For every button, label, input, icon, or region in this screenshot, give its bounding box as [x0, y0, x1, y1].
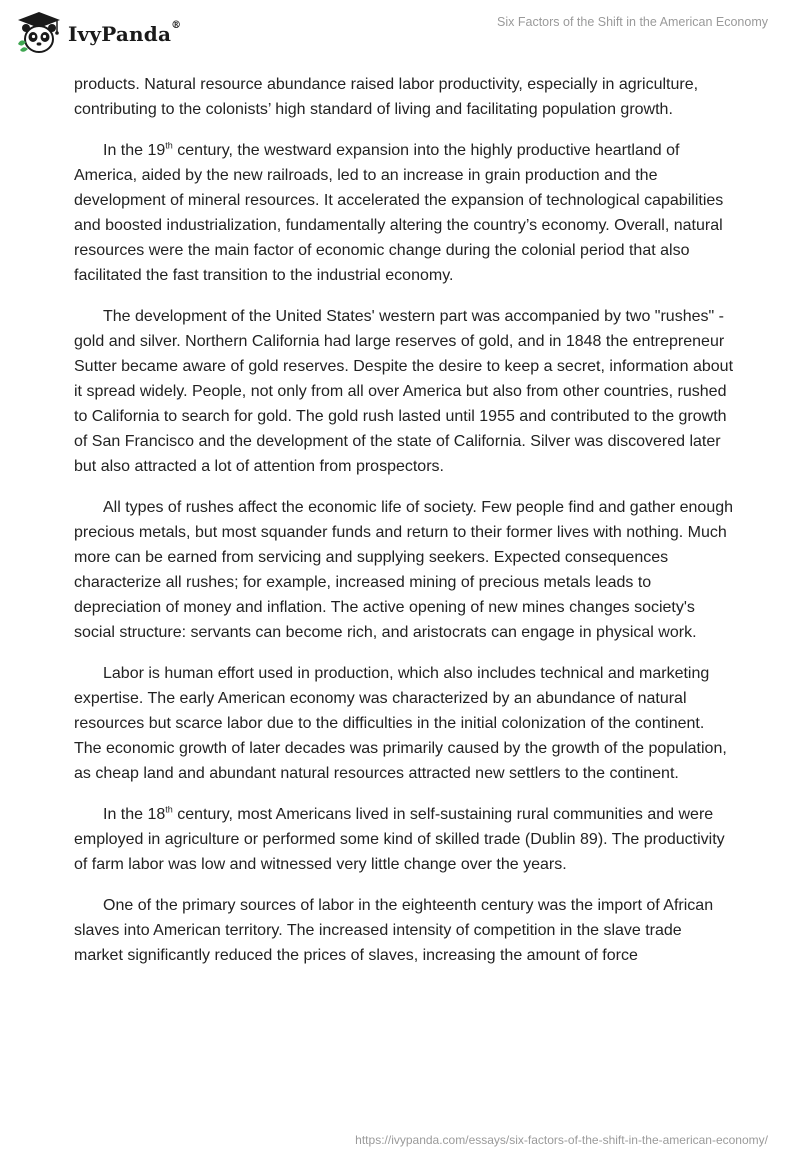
brand-name [68, 22, 181, 46]
paragraph: All types of rushes affect the economic life of society. Few people find and gather enough precious metals, but most squander funds and return to their former lives with nothing. Much more can be earned from servicing and supplying seekers. Expected consequences characterize all rushes; for example, increased mining of precious metals leads to depreciation of money and inflation. The active opening of new mines changes society's social structure: servants can become rich, and aristocrats can engage in physical work. [74, 499, 734, 641]
paragraph: One of the primary sources of labor in the eighteenth century was the import of African slaves into American territory. The increased intensity of competition in the slave trade market significantly reduced the prices of slaves, increasing the amount of force [74, 897, 714, 964]
paragraph-text: In the 19 [103, 142, 166, 159]
source-url-link[interactable]: https://ivypanda.com/essays/six-factors-of-the-shift-in-the-american-economy/ [355, 1133, 768, 1147]
paragraph [74, 802, 734, 877]
paragraph-text: century, most Americans lived in self-sustaining rural communities and were employed in agriculture or performed some kind of skilled trade (Dublin 89). The productivity of farm labor was low and witnessed very little change over the years. [74, 806, 725, 873]
brand-label: IvyPanda [68, 22, 172, 46]
page-header [0, 0, 800, 64]
paragraph-text: century, the westward expansion into the highly productive heartland of America, aided by the new railroads, led to an increase in grain production and the development of mineral resources. It accelerated the expansion of technological capabilities and boosted industrialization, fundamentally altering the country’s economy. Overall, natural resources were the main factor of economic change during the colonial period that also facilitated the fast transition to the industrial economy. [74, 142, 724, 284]
essay-body [74, 72, 734, 984]
document-title: Six Factors of the Shift in the American Economy [497, 15, 768, 29]
ordinal-superscript: th [165, 804, 173, 815]
paragraph: products. Natural resource abundance raised labor productivity, especially in agriculture, contributing to the colonists’ high standard of living and facilitating population growth. [74, 76, 699, 118]
ivypanda-logo[interactable] [14, 10, 181, 58]
ordinal-superscript: th [165, 140, 173, 151]
panda-graduate-icon [14, 10, 64, 58]
paragraph: Labor is human effort used in production, which also includes technical and marketing expertise. The early American economy was characterized by an abundance of natural resources but scarce labor due to the difficulties in the initial colonization of the continent. The economic growth of later decades was primarily caused by the growth of the population, as cheap land and abundant natural resources attracted new settlers to the continent. [74, 665, 727, 782]
registered-mark: ® [171, 20, 182, 31]
paragraph: The development of the United States' western part was accompanied by two "rushes" - gold and silver. Northern California had large reserves of gold, and in 1848 the entrepreneur Sutter became aware of gold reserves. Despite the desire to keep a secret, information about it spread widely. People, not only from all over America but also from other countries, rushed to California to search for gold. The gold rush lasted until 1955 and contributed to the growth of San Francisco and the development of the state of California. Silver was discovered later but also attracted a lot of attention from prospectors. [74, 308, 734, 475]
paragraph-text: In the 18 [103, 806, 166, 823]
paragraph [74, 138, 734, 288]
